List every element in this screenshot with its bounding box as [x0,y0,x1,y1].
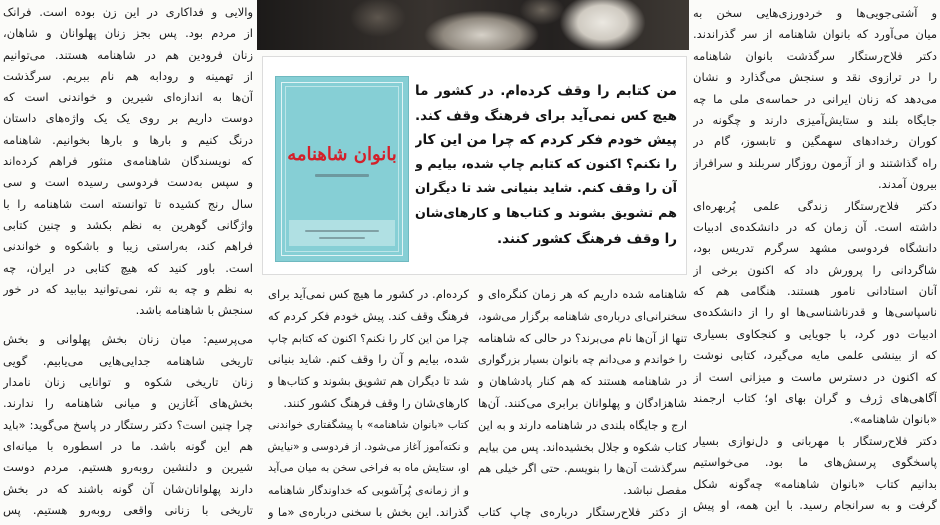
text-line: دکتر فلاح‌رستگار با مهربانی و دل‌نوازی بسیار [693,433,937,448]
text-line: دوست داریم بر روی یک یک واژه‌های داستان [3,111,253,126]
text-line: را خواندم و می‌دانم چه بانوان بسیار بزرگواری [478,353,687,367]
text-line: و نکته‌آموز آغاز می‌شود. از فردوسی و «نیایش [268,440,469,453]
text-line: سرگذشت آن‌ها را بنویسم. حتی اگر خیلی هم [478,462,687,476]
text-line: می‌دهد که زنان ایرانی در حماسه‌ی ملی ما چه [693,91,937,106]
text-line: است. باور کنید که هیچ کتابی در ایران، چه [3,260,253,275]
text-line: زنان تاریخی شکوه و توانایی زنان نامدار [3,375,253,390]
text-line: میان می‌آورد که بانوان شاهنامه از سر گذراندند. [693,27,937,42]
text-line: سال رنج کشیده تا توانسته است شاهنامه را با [3,196,253,211]
paragraph [693,431,937,517]
paragraph [268,415,469,524]
paragraph [268,284,469,415]
cover-publisher-line [305,230,379,232]
text-line: فراهم کند، به‌راستی زیبا و باشکوه و خواندنی [3,239,253,254]
text-line: می‌پرسیم: میان زنان بخش پهلوانی و بخش [3,332,253,347]
text-line: هیچ کس نمی‌آید برای فرهنگ وقف کند. [415,107,677,124]
text-line: آن‌ها به اندازه‌ای شیرین و خواندنی است که [3,90,253,105]
text-line: داشته است. آن زمان که در دانشکده‌ی ادبیات [693,219,937,234]
paragraph [3,329,253,521]
text-line: تنها از آن‌ها نام می‌برند؟ در حالی که شاهنامه [478,331,687,345]
article-column-left [3,2,253,524]
text-line: هم این گونه باشد. ما در اسطوره با میانه‌ای [3,438,253,453]
text-line: کرده‌ام. در کشور ما هیچ کس نمی‌آید برای [268,287,469,301]
text-line: بخش‌های آغازین و میانی شاهنامه را ندارند. [3,396,253,411]
paragraph [693,3,937,196]
text-line: من کتابم را وقف کرده‌ام. در کشور ما [415,83,677,99]
text-line: را وقف فرهنگ کشور کنند. [496,230,677,247]
book-cover-image [275,76,409,262]
text-line: فرهنگ وقف کند. پیش خودم فکر کردم که [268,308,469,323]
paragraph [478,502,687,524]
cover-publisher-line [319,237,365,239]
text-line: آنان استادانی نامور هستند. هنگامی هم که [693,284,937,299]
text-line: و از زمانه‌ی پُرآشوبی که خداوندگار شاهنامه [268,484,469,498]
cover-publisher-band [289,220,395,246]
text-line: از مردم بود. پس بجز زنان پهلوانان و شاهان، [3,26,253,41]
article-column-center-left [268,284,469,525]
text-line: که نویسندگان شاهنامه‌ی منثور فراهم کرده‌اند [3,154,253,169]
text-line: ارج و جایگاه بلندی در شاهنامه دارند و به این [478,418,687,432]
text-line: ادبیات دور کرد، با جویایی و کنجکاوی بسیاری [693,326,937,341]
text-line: مفصل نباشد. [623,483,687,498]
text-line: را نکنم؟ اکنون که کتابم چاپ شده، بیایم و [415,156,677,172]
text-line: که از بینشی علمی مایه می‌گیرد، کتابی نوشت [693,348,937,363]
text-line: درنگ کنیم و بارها و بارها بخوانیم. شاهنامه [3,132,253,147]
text-line: شاهنامه شده داریم که هر زمان کنگره‌ای و [478,287,687,301]
text-line: آن را وقف کنم. شاید بنیانی شد تا دیگران [415,181,677,197]
text-line: تاریخی شاهنامه جدایی‌هایی می‌یابیم. گویی [3,353,253,368]
article-column-right [693,3,937,523]
text-line: کارهای‌شان را وقف فرهنگ کشور کنند. [283,395,469,410]
text-line: جایگاه بلند و ستایش‌آمیزی دارند و چگونه در [693,112,937,127]
text-line: چرا چنین است؟ دکتر رستگار در پاسخ می‌گوید: «باید [3,418,253,432]
text-line: دانشگاه فردوسی مشهد سرگرم تدریس بود، [693,241,937,256]
text-line: گذراند. این بخش با سخنی درباره‌ی «ما و [268,504,469,519]
text-line: او، ستایش ماه به فراخی سخن به میان می‌آید [268,462,469,475]
text-line: از تهمینه و رودابه هم نام ببریم. سرگذشت [3,68,253,83]
text-line: کتاب شکوه و جلال بخشیده‌اند. پس من بیایم [478,440,687,454]
text-line: کوران رخدادهای سهمگین و تابسوز، گام در [693,134,937,149]
text-line: شده، بیایم و آن را وقف کنم. شاید بنیانی [268,352,469,367]
paragraph [478,284,687,502]
text-line: «بانوان شاهنامه». [849,412,937,427]
text-line: دارند پهلوانان‌شان آن گونه باشند که در بخش [3,481,253,496]
cover-subtitle-line [315,174,369,177]
article-column-center-right [478,284,687,525]
text-line: راه گذاشتند و از آزمون روزگار سربلند و سرافراز [693,155,937,170]
text-line: ناسپاسی‌ها و قدرناشناسی‌ها او را از دانشکده‌ی [693,305,937,320]
book-cover-title: بانوان شاهنامه [287,144,397,165]
text-line: شاگردانی را پرورش داد که اکنون برخی از [693,262,937,277]
pull-quote-box [262,56,687,275]
paragraph [415,79,677,251]
text-line: را در ترازوی نقد و سنجش می‌گذارد و نشان [693,70,937,85]
text-line: شاهزادگان و پهلوانان برابری می‌کنند. آن‌ها [478,395,687,410]
text-line: زنان فرودین هم در شاهنامه هستند. می‌توانیم [3,47,253,62]
text-line: بیرون آمدند. [878,177,937,192]
text-line: شد تا دیگران هم تشویق بشوند و کتاب‌ها و [268,375,469,389]
text-line: سخنرانی‌ای درباره‌ی شاهنامه برگزار می‌شود، [478,309,687,323]
text-line: گرفت و به سرانجام رسید. با این همه، او پیش [693,497,937,512]
text-line: کتاب «بانوان شاهنامه» با پیشگفتاری خواندنی [268,418,469,431]
text-line: پیش خودم فکر کردم که چرا من این کار [415,132,677,149]
text-line: دکتر فلاح‌رستگار زندگی علمی پُربهره‌ای [693,198,937,213]
text-line: والایی و فداکاری در این زن بوده است. فرانک [3,5,253,19]
pull-quote-text [415,79,677,251]
text-line: و سپس به‌دست فردوسی رسیده است و سی [3,175,253,190]
text-line: دکتر فلاح‌رستگار سرگذشت بانوان شاهنامه [693,48,937,63]
text-line: از دکتر فلاح‌رستگار درباره‌ی چاپ کتاب [478,504,687,519]
text-line: شیرین و دلنشین روبه‌رو هستیم. مردم دوست [3,460,253,475]
text-line: واژگانی گوهرین به نظم بکشد و چنین کتابی [3,217,253,232]
text-line: بدانیم کتاب «بانوان شاهنامه» چه‌گونه شکل [693,476,937,491]
article-photo [257,0,689,50]
text-line: سنجش با شاهنامه باشد. [135,303,253,318]
text-line: هم تشویق بشوند و کتاب‌ها و کارهای‌شان [415,205,677,221]
text-line: آگاهی‌های ژرف و گران بهای او؛ کتاب ارجمند [693,391,937,406]
text-line: چرا من این کار را نکنم؟ اکنون که کتابم چاپ [268,331,469,345]
text-line: و آشتی‌جویی‌ها و خردورزی‌هایی سخن به [693,6,937,20]
paragraph [693,196,937,431]
text-line: تاریخی با زنانی واقعی روبه‌رو هستیم. پس [3,502,253,517]
text-line: پاسخگوی پرسش‌های ما بود. می‌خواستیم [693,455,937,470]
paragraph [3,2,253,321]
text-line: که اکنون در دسترس ماست و میزانی است از [693,369,937,384]
text-line: به نظم و چه به نثر، نمی‌توانید بیابید که در خور [3,281,253,296]
text-line: در شاهنامه هستند که هم کنار پادشاهان و [478,374,687,389]
